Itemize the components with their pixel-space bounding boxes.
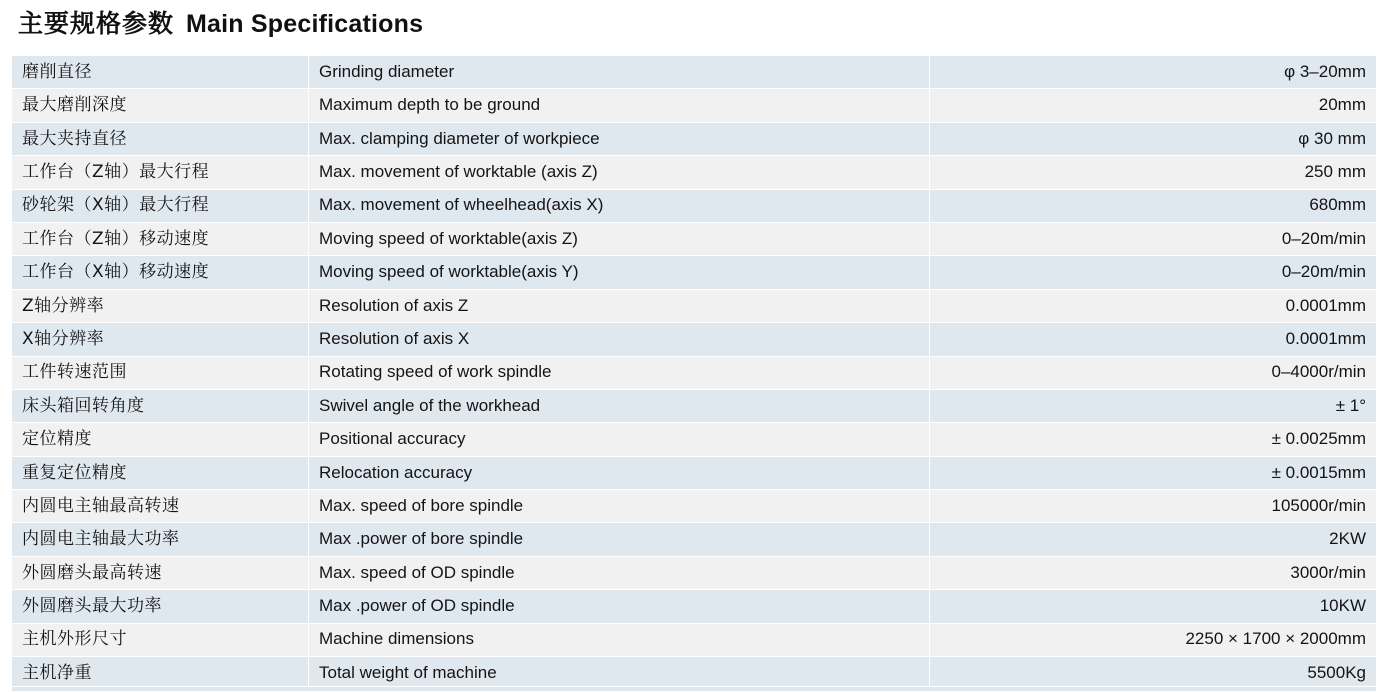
spec-name-en: Moving speed of worktable(axis Y)	[309, 256, 930, 289]
specifications-table	[11, 55, 1377, 690]
table-row	[12, 222, 1377, 255]
page-title-english: Main Specifications	[186, 10, 424, 38]
spec-name-en: Max .power of OD spindle	[309, 590, 930, 623]
spec-name-cn: 床头箱回转角度	[12, 389, 309, 422]
spec-value: ± 1°	[930, 389, 1377, 422]
spec-name-cn: X轴分辨率	[12, 323, 309, 356]
spec-name-cn: 外圆磨头最大功率	[12, 590, 309, 623]
spec-name-cn: 磨削直径	[12, 56, 309, 89]
spec-value: 2KW	[930, 523, 1377, 556]
spec-name-en: Max. speed of OD spindle	[309, 556, 930, 589]
spec-value: 680mm	[930, 189, 1377, 222]
spec-name-en: Grinding diameter	[309, 56, 930, 89]
table-row	[12, 490, 1377, 523]
spec-name-en: Total weight of machine	[309, 657, 930, 690]
spec-name-cn: 重复定位精度	[12, 456, 309, 489]
spec-name-cn: 工作台（Z轴）移动速度	[12, 222, 309, 255]
spec-name-cn: 内圆电主轴最高转速	[12, 490, 309, 523]
table-row	[12, 523, 1377, 556]
spec-value: 10KW	[930, 590, 1377, 623]
spec-name-cn: Z轴分辨率	[12, 289, 309, 322]
spec-name-en: Rotating speed of work spindle	[309, 356, 930, 389]
spec-value: 0.0001mm	[930, 289, 1377, 322]
spec-value: 105000r/min	[930, 490, 1377, 523]
table-row	[12, 56, 1377, 89]
table-row	[12, 122, 1377, 155]
spec-name-en: Maximum depth to be ground	[309, 89, 930, 122]
spec-name-en: Positional accuracy	[309, 423, 930, 456]
spec-name-en: Resolution of axis X	[309, 323, 930, 356]
table-row	[12, 189, 1377, 222]
spec-value: ± 0.0025mm	[930, 423, 1377, 456]
spec-name-cn: 定位精度	[12, 423, 309, 456]
spec-value: 0–4000r/min	[930, 356, 1377, 389]
spec-name-en: Max. movement of worktable (axis Z)	[309, 156, 930, 189]
spec-name-en: Max. clamping diameter of workpiece	[309, 122, 930, 155]
spec-name-cn: 最大夹持直径	[12, 122, 309, 155]
spec-name-cn: 工件转速范围	[12, 356, 309, 389]
spec-name-cn: 外圆磨头最高转速	[12, 556, 309, 589]
spec-value: 3000r/min	[930, 556, 1377, 589]
table-row	[12, 623, 1377, 656]
table-bottom-strip	[11, 686, 1377, 692]
spec-value: 5500Kg	[930, 657, 1377, 690]
spec-value: 0–20m/min	[930, 256, 1377, 289]
spec-name-cn: 工作台（X轴）移动速度	[12, 256, 309, 289]
table-row	[12, 323, 1377, 356]
table-row	[12, 289, 1377, 322]
table-row	[12, 657, 1377, 690]
spec-name-cn: 砂轮架（X轴）最大行程	[12, 189, 309, 222]
spec-value: 2250 × 1700 × 2000mm	[930, 623, 1377, 656]
spec-name-cn: 主机外形尺寸	[12, 623, 309, 656]
spec-name-en: Machine dimensions	[309, 623, 930, 656]
spec-name-en: Max. speed of bore spindle	[309, 490, 930, 523]
spec-value: ± 0.0015mm	[930, 456, 1377, 489]
table-row	[12, 356, 1377, 389]
spec-value: 20mm	[930, 89, 1377, 122]
table-row	[12, 389, 1377, 422]
spec-name-en: Resolution of axis Z	[309, 289, 930, 322]
spec-name-en: Moving speed of worktable(axis Z)	[309, 222, 930, 255]
spec-name-en: Max. movement of wheelhead(axis X)	[309, 189, 930, 222]
spec-value: 0.0001mm	[930, 323, 1377, 356]
spec-name-en: Relocation accuracy	[309, 456, 930, 489]
specifications-table-body	[12, 56, 1377, 690]
spec-name-en: Swivel angle of the workhead	[309, 389, 930, 422]
page-title-chinese: 主要规格参数	[18, 9, 175, 38]
spec-name-cn: 主机净重	[12, 657, 309, 690]
spec-name-cn: 工作台（Z轴）最大行程	[12, 156, 309, 189]
table-row	[12, 256, 1377, 289]
spec-value: 0–20m/min	[930, 222, 1377, 255]
table-row	[12, 556, 1377, 589]
table-row	[12, 423, 1377, 456]
page-title	[18, 4, 423, 40]
spec-name-cn: 最大磨削深度	[12, 89, 309, 122]
spec-value: φ 3–20mm	[930, 56, 1377, 89]
table-row	[12, 456, 1377, 489]
table-row	[12, 590, 1377, 623]
spec-name-en: Max .power of bore spindle	[309, 523, 930, 556]
spec-name-cn: 内圆电主轴最大功率	[12, 523, 309, 556]
table-row	[12, 156, 1377, 189]
table-row	[12, 89, 1377, 122]
spec-value: φ 30 mm	[930, 122, 1377, 155]
spec-value: 250 mm	[930, 156, 1377, 189]
